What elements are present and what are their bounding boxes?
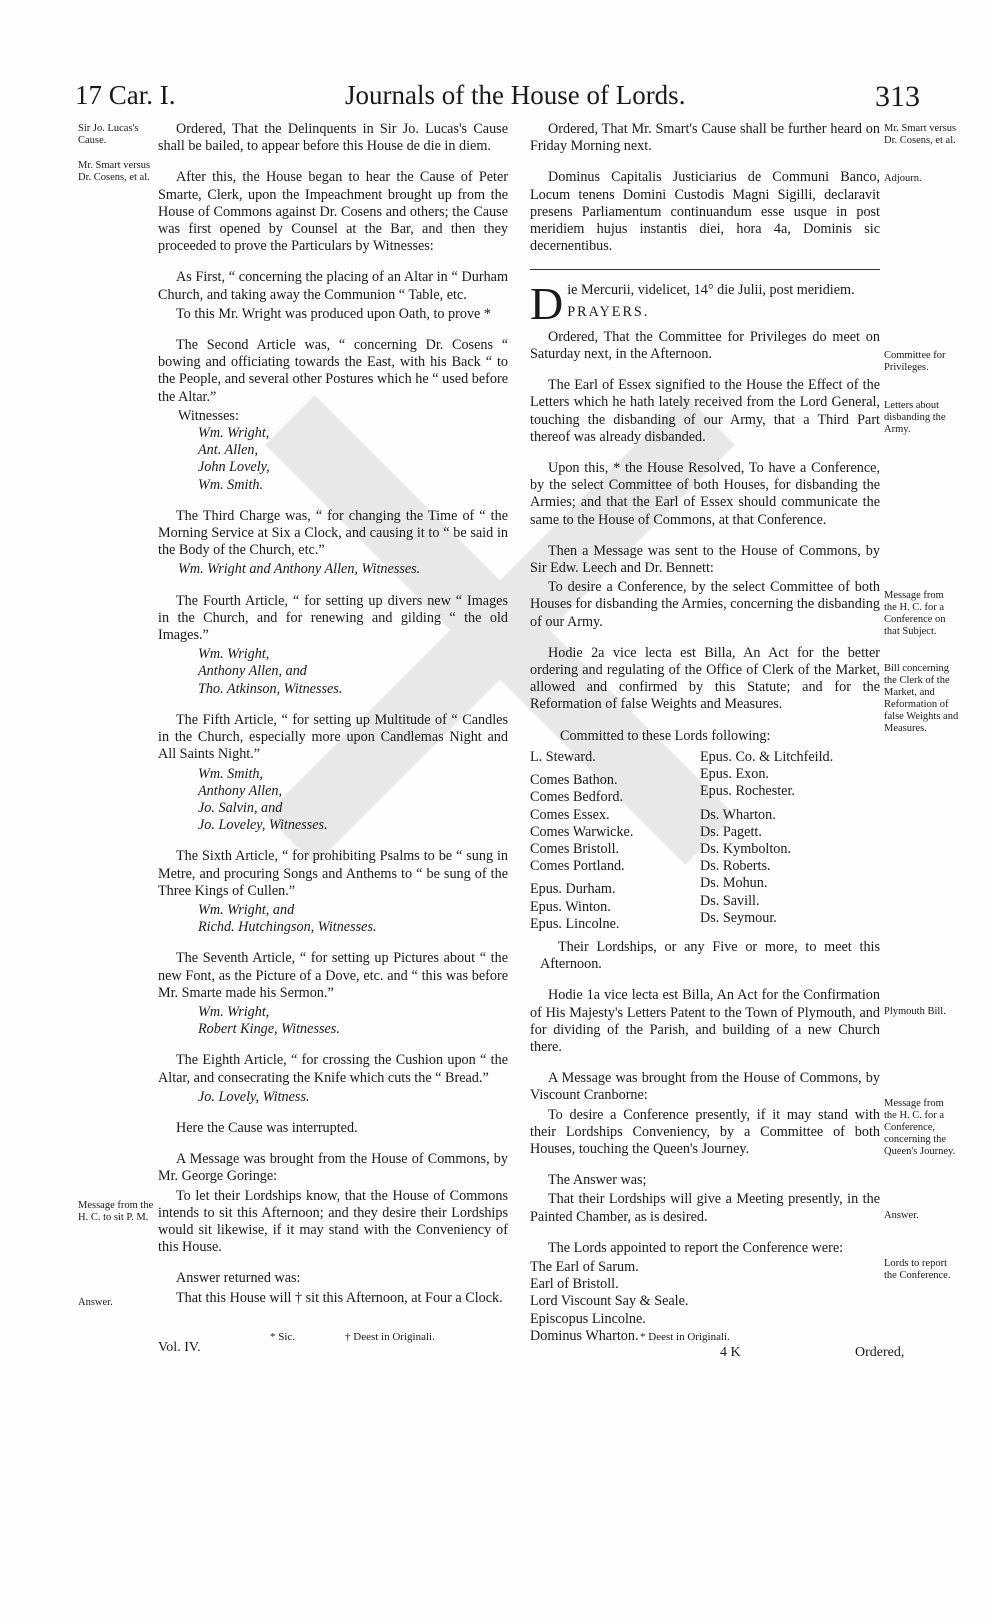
paragraph: After this, the House began to hear the Cause of Peter Smarte, Clerk, upon the Impeachment brought up from the House of Commons against Dr. Cosens and others; the Cause was first opened by Counsel at the Bar, and then they proceeded to prove the Particulars by Witnesses: [158, 169, 508, 255]
paragraph: The Lords appointed to report the Conference were: [548, 1239, 844, 1256]
margin-note: Mr. Smart versus Dr. Cosens, et al. [78, 160, 151, 183]
paragraph: That their Lordships will give a Meeting presently, in the Painted Chamber, as is desired. [530, 1191, 880, 1225]
paragraph: Ordered, That the Delinquents in Sir Jo. Lucas's Cause shall be bailed, to appear before this House de die in diem. [158, 121, 508, 155]
page-title: Journals of the House of Lords. [345, 80, 686, 110]
paragraph: The Sixth Article, “ for prohibiting Psalms to be “ sung in Metre, and procuring Songs and Anthems to “ be sung of the Three Kings of Cullen.” [158, 848, 508, 899]
paragraph: Hodie 2a vice lecta est Billa, An Act for the better ordering and regulating of the Office of Clerk of the Market, allowed and confirmed by this Statute; and for the Reformation of false Weights and Measures. [530, 644, 880, 713]
drop-cap: D [530, 278, 564, 330]
margin-note: Message from the H. C. for a Conference on that Subject. [884, 590, 946, 637]
paragraph: A Message was brought from the House of Commons, by Viscount Cranborne: [530, 1070, 880, 1104]
paragraph: The Answer was; [548, 1172, 647, 1189]
lords-column-left: L. Steward. Comes Bathon. Comes Bedford. Comes Essex. Comes Warwicke. Comes Bristoll. Comes Portland. Epus. Durham. Epus. Winton. Epus. Lincolne. [530, 748, 634, 932]
committed-heading: Committed to these Lords following: [560, 727, 771, 744]
volume-label: Vol. IV. [158, 1340, 201, 1355]
witness-list: Wm. Wright, Anthony Allen, and Tho. Atkinson, Witnesses. [198, 646, 343, 697]
section-rule [530, 269, 880, 270]
paragraph: Then a Message was sent to the House of Commons, by Sir Edw. Leech and Dr. Bennett: [530, 542, 880, 577]
paragraph: To desire a Conference presently, if it may stand with their Lordships Conveniency, by a Committee of both Houses, touching the Queen's Journey. [530, 1106, 880, 1157]
witness-list: Wm. Wright, Robert Kinge, Witnesses. [198, 1003, 340, 1038]
footnote: * Sic. [270, 1331, 296, 1343]
paragraph: Upon this, * the House Resolved, To have a Conference, by the select Committee of both Houses, for disbanding the Armies; and that the Earl of Essex should communicate the same to the House of Commons, at that Conference. [530, 460, 880, 528]
margin-note: Message from the H. C. for a Conference, concerning the Queen's Journey. [884, 1098, 956, 1157]
prayers-heading: PRAYERS. [567, 303, 650, 320]
sitting-date: Die Mercurii, videlicet, 14° die Julii, post meridiem. [530, 278, 855, 330]
margin-note: Bill concerning the Clerk of the Market, and Reformation of false Weights and Measures. [884, 663, 959, 734]
paragraph: Dominus Capitalis Justiciarius de Communi Banco, Locum tenens Domini Custodis Magni Sigilli, declaravit presens Parliamentum continuandum esse usque in post meridiem hujus instantis diei, hora 4a, Dominis sic decernentibus. [530, 169, 880, 255]
margin-note: Sir Jo. Lucas's Cause. [78, 123, 139, 146]
paragraph: Answer returned was: [176, 1270, 301, 1287]
header-regnal-year: 17 Car. I. [75, 80, 176, 110]
paragraph: The Earl of Essex signified to the House the Effect of the Letters which he hath lately received from the Lord General, touching the disbanding of our Army, that a Third Part thereof was already disbanded. [530, 377, 880, 445]
committee-lords [530, 749, 880, 933]
footnote: * Deest in Originali. [640, 1331, 730, 1343]
witness-list: Witnesses: Wm. Wright, Ant. Allen, John Lovely, Wm. Smith. [178, 407, 270, 493]
paragraph: The Second Article was, “ concerning Dr. Cosens “ bowing and officiating towards the East, with his Back “ to the People, and several other Postures which he “ used before the Altar.” [158, 337, 508, 405]
catchword: Ordered, [855, 1345, 905, 1360]
page-number: 313 [875, 80, 920, 113]
reporters-list: The Earl of Sarum. Earl of Bristoll. Lord Viscount Say & Seale. Episcopus Lincolne. Dominus Wharton. [530, 1258, 689, 1344]
paragraph: To let their Lordships know, that the House of Commons intends to sit this Afternoon; and they desire their Lordships would sit likewise, if it may stand with the Conveniency of this House. [158, 1187, 508, 1256]
paragraph: The Fifth Article, “ for setting up Multitude of “ Candles in the Church, especially more upon Candlemas Night and All Saints Night.” [158, 711, 508, 763]
margin-note: Committee for Privileges. [884, 350, 946, 373]
margin-note: Adjourn. [884, 173, 922, 184]
paragraph: The Fourth Article, “ for setting up divers new “ Images in the Church, and for renewing and gilding “ the old Images.” [158, 592, 508, 644]
paragraph: Ordered, That the Committee for Privileges do meet on Saturday next, in the Afternoon. [530, 328, 880, 363]
margin-note: Letters about disbanding the Army. [884, 400, 946, 435]
paragraph: That this House will † sit this Afternoon, at Four a Clock. [176, 1289, 503, 1306]
paragraph: Here the Cause was interrupted. [176, 1119, 358, 1136]
right-column [530, 121, 880, 1345]
margin-note: Answer. [78, 1297, 113, 1308]
paragraph: As First, “ concerning the placing of an Altar in “ Durham Church, and taking away the Communion “ Table, etc. [158, 269, 508, 303]
paragraph: The Eighth Article, “ for crossing the Cushion upon “ the Altar, and consecrating the Knife which cuts the “ Bread.” [158, 1052, 508, 1086]
paragraph: The Seventh Article, “ for setting up Pictures about “ the new Font, as the Picture of a Dove, etc. and “ this was before Mr. Smarte made his Sermon.” [158, 950, 508, 1001]
witness-list: Wm. Wright, and Richd. Hutchingson, Witnesses. [198, 901, 377, 936]
lords-column-right: Epus. Co. & Litchfeild. Epus. Exon. Epus. Rochester. Ds. Wharton. Ds. Pagett. Ds. Kymbolton. Ds. Roberts. Ds. Mohun. Ds. Savill. Ds. Seymour. [700, 748, 834, 926]
margin-note: Lords to report the Conference. [884, 1258, 951, 1281]
witness-list: Wm. Wright and Anthony Allen, Witnesses. [178, 561, 421, 578]
left-column [158, 121, 508, 1321]
footnote: † Deest in Originali. [345, 1331, 435, 1343]
paragraph: Ordered, That Mr. Smart's Cause shall be further heard on Friday Morning next. [530, 121, 880, 155]
paragraph: Hodie 1a vice lecta est Billa, An Act for the Confirmation of His Majesty's Letters Patent to the Town of Plymouth, and for dividing of the Parish, and building of a new Church there. [530, 987, 880, 1055]
paragraph: To this Mr. Wright was produced upon Oath, to prove * [176, 305, 491, 322]
signature-mark: 4 K [720, 1345, 741, 1360]
witness-list: Wm. Smith, Anthony Allen, Jo. Salvin, and Jo. Loveley, Witnesses. [198, 765, 328, 834]
paragraph: A Message was brought from the House of Commons, by Mr. George Goringe: [158, 1151, 508, 1185]
margin-note: Plymouth Bill. [884, 1006, 946, 1017]
margin-note: Message from the H. C. to sit P. M. [78, 1200, 154, 1223]
paragraph: To desire a Conference, by the select Committee of both Houses for disbanding the Armies, concerning the disbanding of our Army. [530, 579, 880, 630]
witness-list: Jo. Lovely, Witness. [198, 1088, 310, 1105]
margin-note: Mr. Smart versus Dr. Cosens, et al. [884, 123, 957, 146]
paragraph: The Third Charge was, “ for changing the Time of “ the Morning Service at Six a Clock, and causing it to “ be said in the Body of the Church, etc.” [158, 507, 508, 559]
paragraph: Their Lordships, or any Five or more, to meet this Afternoon. [540, 938, 880, 973]
margin-note: Answer. [884, 1210, 919, 1221]
